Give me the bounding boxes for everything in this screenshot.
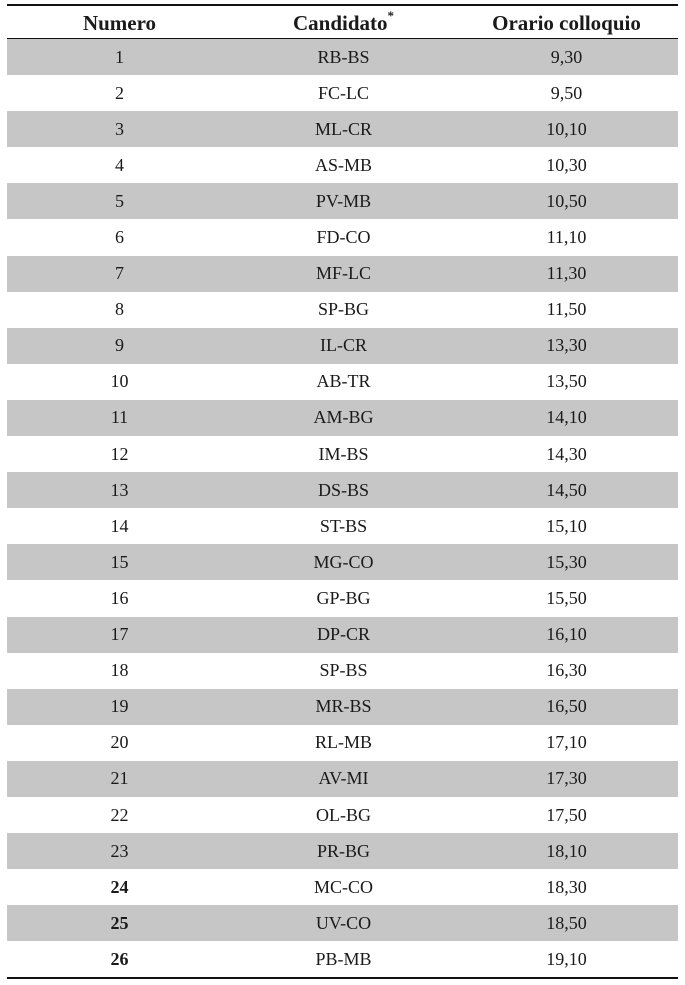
cell-orario: 15,50 [546,587,587,608]
cell-numero: 15 [110,551,129,572]
cell-candidato: UV-CO [315,912,372,933]
cell-candidato: PR-BG [316,840,370,861]
cell-candidato: ST-BS [319,515,368,536]
cell-numero: 21 [110,768,129,789]
cell-numero: 16 [110,587,129,608]
cell-orario: 18,10 [546,840,587,861]
cell-candidato: MC-CO [313,876,373,897]
cell-candidato: AB-TR [316,371,371,392]
cell-candidato: DS-BS [317,479,370,500]
cell-candidato: PV-MB [315,190,372,211]
cell-candidato: SP-BG [317,299,370,320]
cell-orario: 11,10 [546,227,587,248]
table-row [7,111,678,147]
cell-candidato: IL-CR [320,335,367,356]
table-row [7,147,678,183]
table-row [7,580,678,616]
table-body [7,39,678,977]
cell-orario: 11,30 [546,263,587,284]
cell-orario: 14,10 [546,407,587,428]
cell-candidato: MF-LC [315,263,371,284]
table-row [7,617,678,653]
interview-schedule-table [7,4,678,979]
cell-numero: 26 [110,948,129,969]
cell-numero: 20 [110,732,129,753]
cell-orario: 16,30 [546,660,587,681]
cell-numero: 7 [115,263,124,284]
cell-orario: 16,50 [546,696,587,717]
cell-candidato: DP-CR [316,624,370,645]
cell-orario: 14,50 [546,479,587,500]
table-row [7,328,678,364]
cell-orario: 18,30 [546,876,587,897]
table-row [7,472,678,508]
cell-numero: 9 [115,335,124,356]
cell-candidato: GP-BG [316,587,371,608]
cell-numero: 23 [110,840,129,861]
cell-candidato: OL-BG [316,804,371,825]
table-bottom-rule [7,977,678,979]
cell-candidato: IM-BS [318,443,369,464]
cell-numero: 10 [110,371,129,392]
table-row [7,364,678,400]
cell-candidato: ML-CR [314,118,372,139]
cell-numero: 18 [110,660,129,681]
cell-numero: 2 [115,82,124,103]
cell-numero: 14 [110,515,129,536]
table-row [7,797,678,833]
cell-candidato: MR-BS [315,696,372,717]
cell-numero: 17 [110,624,129,645]
cell-orario: 18,50 [546,912,587,933]
cell-orario: 10,50 [546,190,587,211]
cell-orario: 13,50 [546,371,587,392]
cell-numero: 19 [110,696,129,717]
cell-numero: 8 [115,299,124,320]
cell-orario: 9,30 [550,46,583,67]
table-row [7,725,678,761]
cell-candidato: AM-BG [313,407,374,428]
table-row [7,508,678,544]
cell-numero: 3 [115,118,124,139]
cell-candidato: RL-MB [314,732,372,753]
cell-candidato: RB-BS [317,46,370,67]
cell-candidato: SP-BS [319,660,368,681]
table-row [7,436,678,472]
cell-candidato: AV-MI [318,768,369,789]
table-row [7,941,678,977]
table-row [7,833,678,869]
table-row [7,653,678,689]
cell-orario: 16,10 [546,624,587,645]
header-candidato [232,10,455,36]
cell-candidato: PB-MB [315,948,372,969]
header-numero: Numero [82,10,157,35]
cell-numero: 11 [110,407,129,428]
table-row [7,689,678,725]
cell-orario: 15,30 [546,551,587,572]
table-row [7,219,678,255]
cell-candidato: AS-MB [314,154,372,175]
cell-numero: 25 [110,912,129,933]
header-orario: Orario colloquio [492,10,641,35]
cell-candidato: FD-CO [316,227,371,248]
table-row [7,292,678,328]
cell-candidato: MG-CO [313,551,374,572]
table-row [7,39,678,75]
cell-numero: 1 [115,46,124,67]
cell-orario: 17,50 [546,804,587,825]
cell-orario: 13,30 [546,335,587,356]
cell-numero: 13 [110,479,129,500]
cell-orario: 17,30 [546,768,587,789]
cell-numero: 5 [115,190,124,211]
cell-numero: 22 [110,804,129,825]
cell-orario: 11,50 [546,299,587,320]
cell-orario: 14,30 [546,443,587,464]
cell-orario: 10,30 [546,154,587,175]
cell-orario: 19,10 [546,948,587,969]
header-candidato-footnote-mark: * [387,8,395,23]
cell-numero: 4 [115,154,124,175]
table-row [7,75,678,111]
table-row [7,256,678,292]
table-row [7,183,678,219]
cell-numero: 24 [110,876,129,897]
header-candidato-label: Candidato [292,11,388,35]
cell-orario: 17,10 [546,732,587,753]
cell-orario: 15,10 [546,515,587,536]
cell-orario: 10,10 [546,118,587,139]
cell-candidato: FC-LC [317,82,369,103]
cell-numero: 12 [110,443,129,464]
cell-numero: 6 [115,227,124,248]
table-header [7,6,678,39]
table-row [7,400,678,436]
table-row [7,869,678,905]
table-row [7,544,678,580]
table-row [7,905,678,941]
cell-orario: 9,50 [550,82,583,103]
table-row [7,761,678,797]
